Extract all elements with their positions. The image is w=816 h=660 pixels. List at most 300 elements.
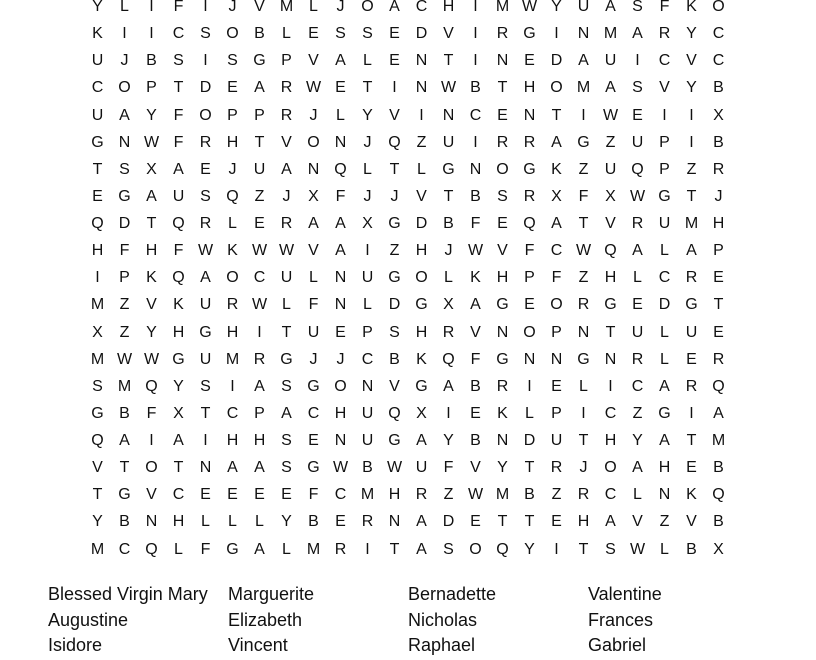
- grid-cell[interactable]: X: [443, 296, 454, 314]
- grid-cell[interactable]: H: [712, 215, 725, 233]
- grid-cell[interactable]: U: [604, 160, 617, 178]
- grid-cell[interactable]: X: [605, 187, 616, 205]
- grid-cell[interactable]: A: [200, 269, 211, 287]
- grid-cell[interactable]: O: [712, 0, 725, 16]
- grid-cell[interactable]: A: [605, 79, 616, 97]
- grid-cell[interactable]: O: [469, 540, 482, 558]
- grid-cell[interactable]: A: [605, 513, 616, 531]
- grid-cell[interactable]: C: [712, 25, 725, 43]
- grid-cell[interactable]: M: [576, 79, 591, 97]
- grid-cell[interactable]: M: [495, 486, 510, 504]
- grid-cell[interactable]: I: [527, 377, 532, 395]
- grid-cell[interactable]: S: [281, 432, 292, 450]
- grid-cell[interactable]: G: [496, 350, 509, 368]
- grid-cell[interactable]: B: [470, 432, 481, 450]
- grid-cell[interactable]: G: [442, 160, 455, 178]
- grid-cell[interactable]: V: [308, 242, 319, 260]
- grid-cell[interactable]: I: [149, 432, 154, 450]
- grid-cell[interactable]: G: [307, 459, 320, 477]
- grid-cell[interactable]: Q: [523, 215, 536, 233]
- grid-cell[interactable]: R: [496, 377, 509, 395]
- grid-cell[interactable]: D: [658, 296, 671, 314]
- grid-cell[interactable]: R: [280, 106, 293, 124]
- grid-cell[interactable]: T: [443, 52, 454, 70]
- grid-cell[interactable]: P: [713, 242, 724, 260]
- grid-cell[interactable]: Q: [226, 187, 239, 205]
- grid-cell[interactable]: I: [689, 106, 694, 124]
- grid-cell[interactable]: Q: [712, 486, 725, 504]
- grid-cell[interactable]: B: [254, 25, 265, 43]
- grid-cell[interactable]: A: [173, 432, 184, 450]
- grid-cell[interactable]: A: [659, 432, 670, 450]
- grid-cell[interactable]: F: [308, 486, 319, 504]
- grid-cell[interactable]: G: [415, 377, 428, 395]
- grid-cell[interactable]: G: [253, 52, 266, 70]
- grid-cell[interactable]: U: [442, 133, 455, 151]
- grid-cell[interactable]: I: [257, 323, 262, 341]
- grid-cell[interactable]: U: [361, 404, 374, 422]
- grid-cell[interactable]: N: [523, 106, 536, 124]
- grid-cell[interactable]: T: [524, 513, 535, 531]
- grid-cell[interactable]: A: [632, 25, 643, 43]
- grid-cell[interactable]: J: [336, 0, 345, 16]
- grid-cell[interactable]: V: [389, 377, 400, 395]
- grid-cell[interactable]: I: [446, 404, 451, 422]
- grid-cell[interactable]: G: [577, 133, 590, 151]
- grid-cell[interactable]: L: [525, 404, 534, 422]
- grid-cell[interactable]: A: [308, 215, 319, 233]
- grid-cell[interactable]: G: [523, 25, 536, 43]
- grid-cell[interactable]: E: [524, 296, 535, 314]
- grid-cell[interactable]: I: [581, 106, 586, 124]
- grid-cell[interactable]: M: [279, 0, 294, 16]
- grid-cell[interactable]: N: [496, 323, 509, 341]
- grid-cell[interactable]: E: [335, 513, 346, 531]
- grid-cell[interactable]: L: [336, 106, 345, 124]
- grid-cell[interactable]: I: [203, 52, 208, 70]
- grid-cell[interactable]: I: [365, 242, 370, 260]
- grid-cell[interactable]: Y: [524, 540, 535, 558]
- grid-cell[interactable]: I: [149, 0, 154, 16]
- grid-cell[interactable]: F: [200, 540, 211, 558]
- grid-cell[interactable]: O: [550, 79, 563, 97]
- grid-cell[interactable]: G: [577, 350, 590, 368]
- grid-cell[interactable]: U: [361, 269, 374, 287]
- grid-cell[interactable]: R: [280, 79, 293, 97]
- grid-cell[interactable]: R: [280, 215, 293, 233]
- grid-cell[interactable]: W: [197, 242, 214, 260]
- grid-cell[interactable]: L: [417, 160, 426, 178]
- grid-cell[interactable]: I: [473, 25, 478, 43]
- grid-cell[interactable]: Q: [145, 377, 158, 395]
- grid-cell[interactable]: V: [92, 459, 103, 477]
- grid-cell[interactable]: U: [631, 323, 644, 341]
- grid-cell[interactable]: K: [497, 404, 508, 422]
- grid-cell[interactable]: V: [632, 513, 643, 531]
- grid-cell[interactable]: L: [363, 296, 372, 314]
- grid-cell[interactable]: A: [254, 79, 265, 97]
- grid-cell[interactable]: L: [201, 513, 210, 531]
- grid-cell[interactable]: J: [309, 106, 318, 124]
- grid-cell[interactable]: A: [227, 459, 238, 477]
- grid-cell[interactable]: K: [146, 269, 157, 287]
- grid-cell[interactable]: H: [415, 242, 428, 260]
- grid-cell[interactable]: B: [524, 486, 535, 504]
- grid-cell[interactable]: C: [334, 486, 347, 504]
- grid-cell[interactable]: E: [524, 52, 535, 70]
- grid-cell[interactable]: S: [173, 52, 184, 70]
- grid-cell[interactable]: N: [361, 377, 374, 395]
- grid-cell[interactable]: K: [551, 160, 562, 178]
- grid-cell[interactable]: N: [604, 350, 617, 368]
- grid-cell[interactable]: Q: [442, 350, 455, 368]
- grid-cell[interactable]: E: [497, 215, 508, 233]
- grid-cell[interactable]: D: [388, 296, 401, 314]
- grid-cell[interactable]: G: [91, 133, 104, 151]
- grid-cell[interactable]: H: [145, 242, 158, 260]
- grid-cell[interactable]: Z: [578, 269, 589, 287]
- grid-cell[interactable]: G: [523, 160, 536, 178]
- grid-cell[interactable]: H: [388, 486, 401, 504]
- grid-cell[interactable]: I: [230, 377, 235, 395]
- grid-cell[interactable]: N: [577, 25, 590, 43]
- grid-cell[interactable]: T: [551, 106, 562, 124]
- grid-cell[interactable]: Y: [362, 106, 373, 124]
- grid-cell[interactable]: I: [365, 540, 370, 558]
- grid-cell[interactable]: S: [281, 459, 292, 477]
- grid-cell[interactable]: O: [199, 106, 212, 124]
- grid-cell[interactable]: P: [227, 106, 238, 124]
- grid-cell[interactable]: Y: [632, 432, 643, 450]
- grid-cell[interactable]: Q: [145, 540, 158, 558]
- grid-cell[interactable]: C: [712, 52, 725, 70]
- grid-cell[interactable]: E: [308, 432, 319, 450]
- grid-cell[interactable]: N: [307, 160, 320, 178]
- grid-cell[interactable]: U: [307, 323, 320, 341]
- grid-cell[interactable]: A: [551, 215, 562, 233]
- grid-cell[interactable]: F: [173, 242, 184, 260]
- grid-cell[interactable]: T: [281, 323, 292, 341]
- grid-cell[interactable]: I: [392, 79, 397, 97]
- grid-cell[interactable]: F: [308, 296, 319, 314]
- grid-cell[interactable]: I: [203, 432, 208, 450]
- grid-cell[interactable]: A: [254, 377, 265, 395]
- grid-cell[interactable]: F: [578, 187, 589, 205]
- grid-cell[interactable]: L: [579, 377, 588, 395]
- grid-cell[interactable]: T: [200, 404, 211, 422]
- grid-cell[interactable]: Q: [712, 377, 725, 395]
- grid-cell[interactable]: A: [254, 459, 265, 477]
- grid-cell[interactable]: W: [143, 350, 160, 368]
- grid-cell[interactable]: L: [660, 242, 669, 260]
- grid-cell[interactable]: D: [415, 25, 428, 43]
- grid-cell[interactable]: B: [119, 404, 130, 422]
- grid-cell[interactable]: N: [496, 432, 509, 450]
- grid-cell[interactable]: E: [686, 459, 697, 477]
- grid-cell[interactable]: M: [90, 296, 105, 314]
- grid-cell[interactable]: Y: [281, 513, 292, 531]
- grid-cell[interactable]: E: [551, 377, 562, 395]
- grid-cell[interactable]: I: [473, 52, 478, 70]
- grid-cell[interactable]: W: [575, 242, 592, 260]
- grid-cell[interactable]: R: [199, 133, 212, 151]
- grid-cell[interactable]: X: [551, 187, 562, 205]
- grid-cell[interactable]: I: [149, 25, 154, 43]
- grid-cell[interactable]: M: [90, 540, 105, 558]
- grid-cell[interactable]: T: [497, 513, 508, 531]
- grid-cell[interactable]: F: [146, 404, 157, 422]
- grid-cell[interactable]: A: [254, 540, 265, 558]
- grid-cell[interactable]: K: [470, 269, 481, 287]
- grid-cell[interactable]: F: [659, 0, 670, 16]
- grid-cell[interactable]: P: [281, 52, 292, 70]
- grid-cell[interactable]: A: [389, 0, 400, 16]
- grid-cell[interactable]: A: [713, 404, 724, 422]
- grid-cell[interactable]: E: [281, 486, 292, 504]
- grid-cell[interactable]: G: [91, 404, 104, 422]
- grid-cell[interactable]: B: [713, 459, 724, 477]
- grid-cell[interactable]: C: [361, 350, 374, 368]
- grid-cell[interactable]: H: [334, 404, 347, 422]
- grid-cell[interactable]: V: [146, 486, 157, 504]
- grid-cell[interactable]: V: [146, 296, 157, 314]
- grid-cell[interactable]: Y: [173, 377, 184, 395]
- grid-cell[interactable]: R: [415, 486, 428, 504]
- grid-cell[interactable]: Q: [91, 215, 104, 233]
- grid-cell[interactable]: S: [497, 187, 508, 205]
- grid-cell[interactable]: B: [713, 513, 724, 531]
- grid-cell[interactable]: A: [416, 432, 427, 450]
- grid-cell[interactable]: N: [415, 52, 428, 70]
- grid-cell[interactable]: T: [362, 79, 373, 97]
- grid-cell[interactable]: A: [416, 540, 427, 558]
- grid-cell[interactable]: Y: [92, 0, 103, 16]
- grid-cell[interactable]: S: [605, 540, 616, 558]
- grid-cell[interactable]: W: [251, 296, 268, 314]
- grid-cell[interactable]: Y: [92, 513, 103, 531]
- grid-cell[interactable]: U: [199, 296, 212, 314]
- grid-cell[interactable]: G: [658, 404, 671, 422]
- grid-cell[interactable]: O: [523, 323, 536, 341]
- grid-cell[interactable]: E: [389, 25, 400, 43]
- grid-cell[interactable]: I: [419, 106, 424, 124]
- grid-cell[interactable]: X: [713, 106, 724, 124]
- grid-cell[interactable]: A: [470, 296, 481, 314]
- grid-cell[interactable]: Z: [605, 133, 616, 151]
- grid-cell[interactable]: K: [686, 486, 697, 504]
- grid-cell[interactable]: E: [254, 215, 265, 233]
- grid-cell[interactable]: C: [604, 486, 617, 504]
- grid-cell[interactable]: N: [469, 160, 482, 178]
- grid-cell[interactable]: L: [633, 486, 642, 504]
- grid-cell[interactable]: L: [255, 513, 264, 531]
- grid-cell[interactable]: T: [119, 459, 130, 477]
- grid-cell[interactable]: S: [632, 0, 643, 16]
- grid-cell[interactable]: C: [631, 377, 644, 395]
- grid-cell[interactable]: H: [226, 323, 239, 341]
- grid-cell[interactable]: M: [603, 25, 618, 43]
- grid-cell[interactable]: D: [415, 215, 428, 233]
- grid-cell[interactable]: P: [362, 323, 373, 341]
- grid-cell[interactable]: P: [551, 404, 562, 422]
- grid-cell[interactable]: G: [280, 350, 293, 368]
- grid-cell[interactable]: Q: [604, 242, 617, 260]
- grid-cell[interactable]: F: [173, 133, 184, 151]
- grid-cell[interactable]: C: [253, 269, 266, 287]
- grid-cell[interactable]: Z: [416, 133, 427, 151]
- grid-cell[interactable]: I: [689, 404, 694, 422]
- grid-cell[interactable]: D: [199, 79, 212, 97]
- grid-cell[interactable]: R: [199, 215, 212, 233]
- grid-cell[interactable]: R: [550, 459, 563, 477]
- grid-cell[interactable]: C: [172, 25, 185, 43]
- grid-cell[interactable]: G: [388, 269, 401, 287]
- grid-cell[interactable]: L: [309, 269, 318, 287]
- grid-cell[interactable]: E: [470, 513, 481, 531]
- grid-cell[interactable]: W: [278, 242, 295, 260]
- grid-cell[interactable]: R: [631, 350, 644, 368]
- grid-cell[interactable]: H: [226, 133, 239, 151]
- grid-cell[interactable]: H: [172, 513, 185, 531]
- grid-cell[interactable]: A: [659, 377, 670, 395]
- grid-cell[interactable]: Z: [254, 187, 265, 205]
- grid-cell[interactable]: Z: [119, 323, 130, 341]
- grid-cell[interactable]: W: [251, 242, 268, 260]
- grid-cell[interactable]: H: [442, 0, 455, 16]
- grid-cell[interactable]: U: [604, 52, 617, 70]
- grid-cell[interactable]: G: [307, 377, 320, 395]
- grid-cell[interactable]: T: [578, 432, 589, 450]
- grid-cell[interactable]: N: [199, 459, 212, 477]
- grid-cell[interactable]: A: [281, 404, 292, 422]
- grid-cell[interactable]: K: [416, 350, 427, 368]
- grid-cell[interactable]: T: [578, 215, 589, 233]
- grid-cell[interactable]: E: [713, 269, 724, 287]
- grid-cell[interactable]: P: [254, 106, 265, 124]
- grid-cell[interactable]: F: [173, 0, 184, 16]
- grid-cell[interactable]: U: [280, 269, 293, 287]
- grid-cell[interactable]: R: [226, 296, 239, 314]
- grid-cell[interactable]: R: [685, 377, 698, 395]
- grid-cell[interactable]: J: [228, 0, 237, 16]
- grid-cell[interactable]: G: [226, 540, 239, 558]
- grid-cell[interactable]: E: [92, 187, 103, 205]
- grid-cell[interactable]: T: [389, 160, 400, 178]
- grid-cell[interactable]: C: [91, 79, 104, 97]
- grid-cell[interactable]: X: [416, 404, 427, 422]
- grid-cell[interactable]: T: [686, 187, 697, 205]
- grid-cell[interactable]: J: [363, 133, 372, 151]
- grid-cell[interactable]: L: [228, 513, 237, 531]
- grid-cell[interactable]: R: [577, 486, 590, 504]
- grid-cell[interactable]: V: [308, 52, 319, 70]
- grid-cell[interactable]: Q: [388, 404, 401, 422]
- grid-cell[interactable]: H: [496, 269, 509, 287]
- grid-cell[interactable]: W: [116, 350, 133, 368]
- grid-cell[interactable]: Y: [551, 0, 562, 16]
- grid-cell[interactable]: F: [119, 242, 130, 260]
- grid-cell[interactable]: N: [334, 269, 347, 287]
- grid-cell[interactable]: J: [390, 187, 399, 205]
- grid-cell[interactable]: U: [577, 0, 590, 16]
- grid-cell[interactable]: N: [334, 296, 347, 314]
- grid-cell[interactable]: A: [146, 187, 157, 205]
- grid-cell[interactable]: O: [334, 377, 347, 395]
- grid-cell[interactable]: U: [631, 133, 644, 151]
- grid-cell[interactable]: V: [416, 187, 427, 205]
- grid-cell[interactable]: M: [90, 350, 105, 368]
- grid-cell[interactable]: B: [713, 133, 724, 151]
- grid-cell[interactable]: N: [334, 432, 347, 450]
- grid-cell[interactable]: L: [633, 269, 642, 287]
- grid-cell[interactable]: L: [282, 540, 291, 558]
- grid-cell[interactable]: R: [253, 350, 266, 368]
- grid-cell[interactable]: B: [470, 377, 481, 395]
- grid-cell[interactable]: I: [473, 133, 478, 151]
- grid-cell[interactable]: P: [146, 79, 157, 97]
- grid-cell[interactable]: A: [605, 0, 616, 16]
- grid-cell[interactable]: B: [389, 350, 400, 368]
- grid-cell[interactable]: C: [550, 242, 563, 260]
- grid-cell[interactable]: K: [173, 296, 184, 314]
- grid-cell[interactable]: S: [119, 160, 130, 178]
- grid-cell[interactable]: L: [228, 215, 237, 233]
- grid-cell[interactable]: C: [658, 269, 671, 287]
- grid-cell[interactable]: W: [602, 106, 619, 124]
- grid-cell[interactable]: X: [92, 323, 103, 341]
- grid-cell[interactable]: O: [496, 160, 509, 178]
- grid-cell[interactable]: G: [604, 296, 617, 314]
- grid-cell[interactable]: E: [632, 106, 643, 124]
- grid-cell[interactable]: Z: [578, 160, 589, 178]
- grid-cell[interactable]: Q: [172, 269, 185, 287]
- grid-cell[interactable]: A: [119, 432, 130, 450]
- grid-cell[interactable]: J: [363, 187, 372, 205]
- grid-cell[interactable]: P: [524, 269, 535, 287]
- grid-cell[interactable]: I: [473, 0, 478, 16]
- grid-cell[interactable]: F: [470, 215, 481, 233]
- grid-cell[interactable]: J: [120, 52, 129, 70]
- grid-cell[interactable]: T: [173, 79, 184, 97]
- grid-cell[interactable]: O: [307, 133, 320, 151]
- grid-cell[interactable]: H: [172, 323, 185, 341]
- grid-cell[interactable]: S: [632, 79, 643, 97]
- grid-cell[interactable]: H: [415, 323, 428, 341]
- grid-cell[interactable]: Q: [388, 133, 401, 151]
- grid-cell[interactable]: D: [550, 52, 563, 70]
- grid-cell[interactable]: T: [686, 432, 697, 450]
- grid-cell[interactable]: H: [604, 269, 617, 287]
- grid-cell[interactable]: F: [443, 459, 454, 477]
- grid-cell[interactable]: C: [226, 404, 239, 422]
- grid-cell[interactable]: W: [521, 0, 538, 16]
- grid-cell[interactable]: V: [659, 79, 670, 97]
- grid-cell[interactable]: H: [658, 459, 671, 477]
- grid-cell[interactable]: A: [335, 242, 346, 260]
- grid-cell[interactable]: W: [629, 540, 646, 558]
- grid-cell[interactable]: G: [658, 187, 671, 205]
- grid-cell[interactable]: W: [629, 187, 646, 205]
- grid-cell[interactable]: Q: [172, 215, 185, 233]
- grid-cell[interactable]: E: [551, 513, 562, 531]
- grid-cell[interactable]: L: [660, 540, 669, 558]
- grid-cell[interactable]: N: [496, 52, 509, 70]
- grid-cell[interactable]: O: [145, 459, 158, 477]
- grid-cell[interactable]: K: [227, 242, 238, 260]
- grid-cell[interactable]: Z: [443, 486, 454, 504]
- grid-cell[interactable]: A: [335, 52, 346, 70]
- grid-cell[interactable]: X: [308, 187, 319, 205]
